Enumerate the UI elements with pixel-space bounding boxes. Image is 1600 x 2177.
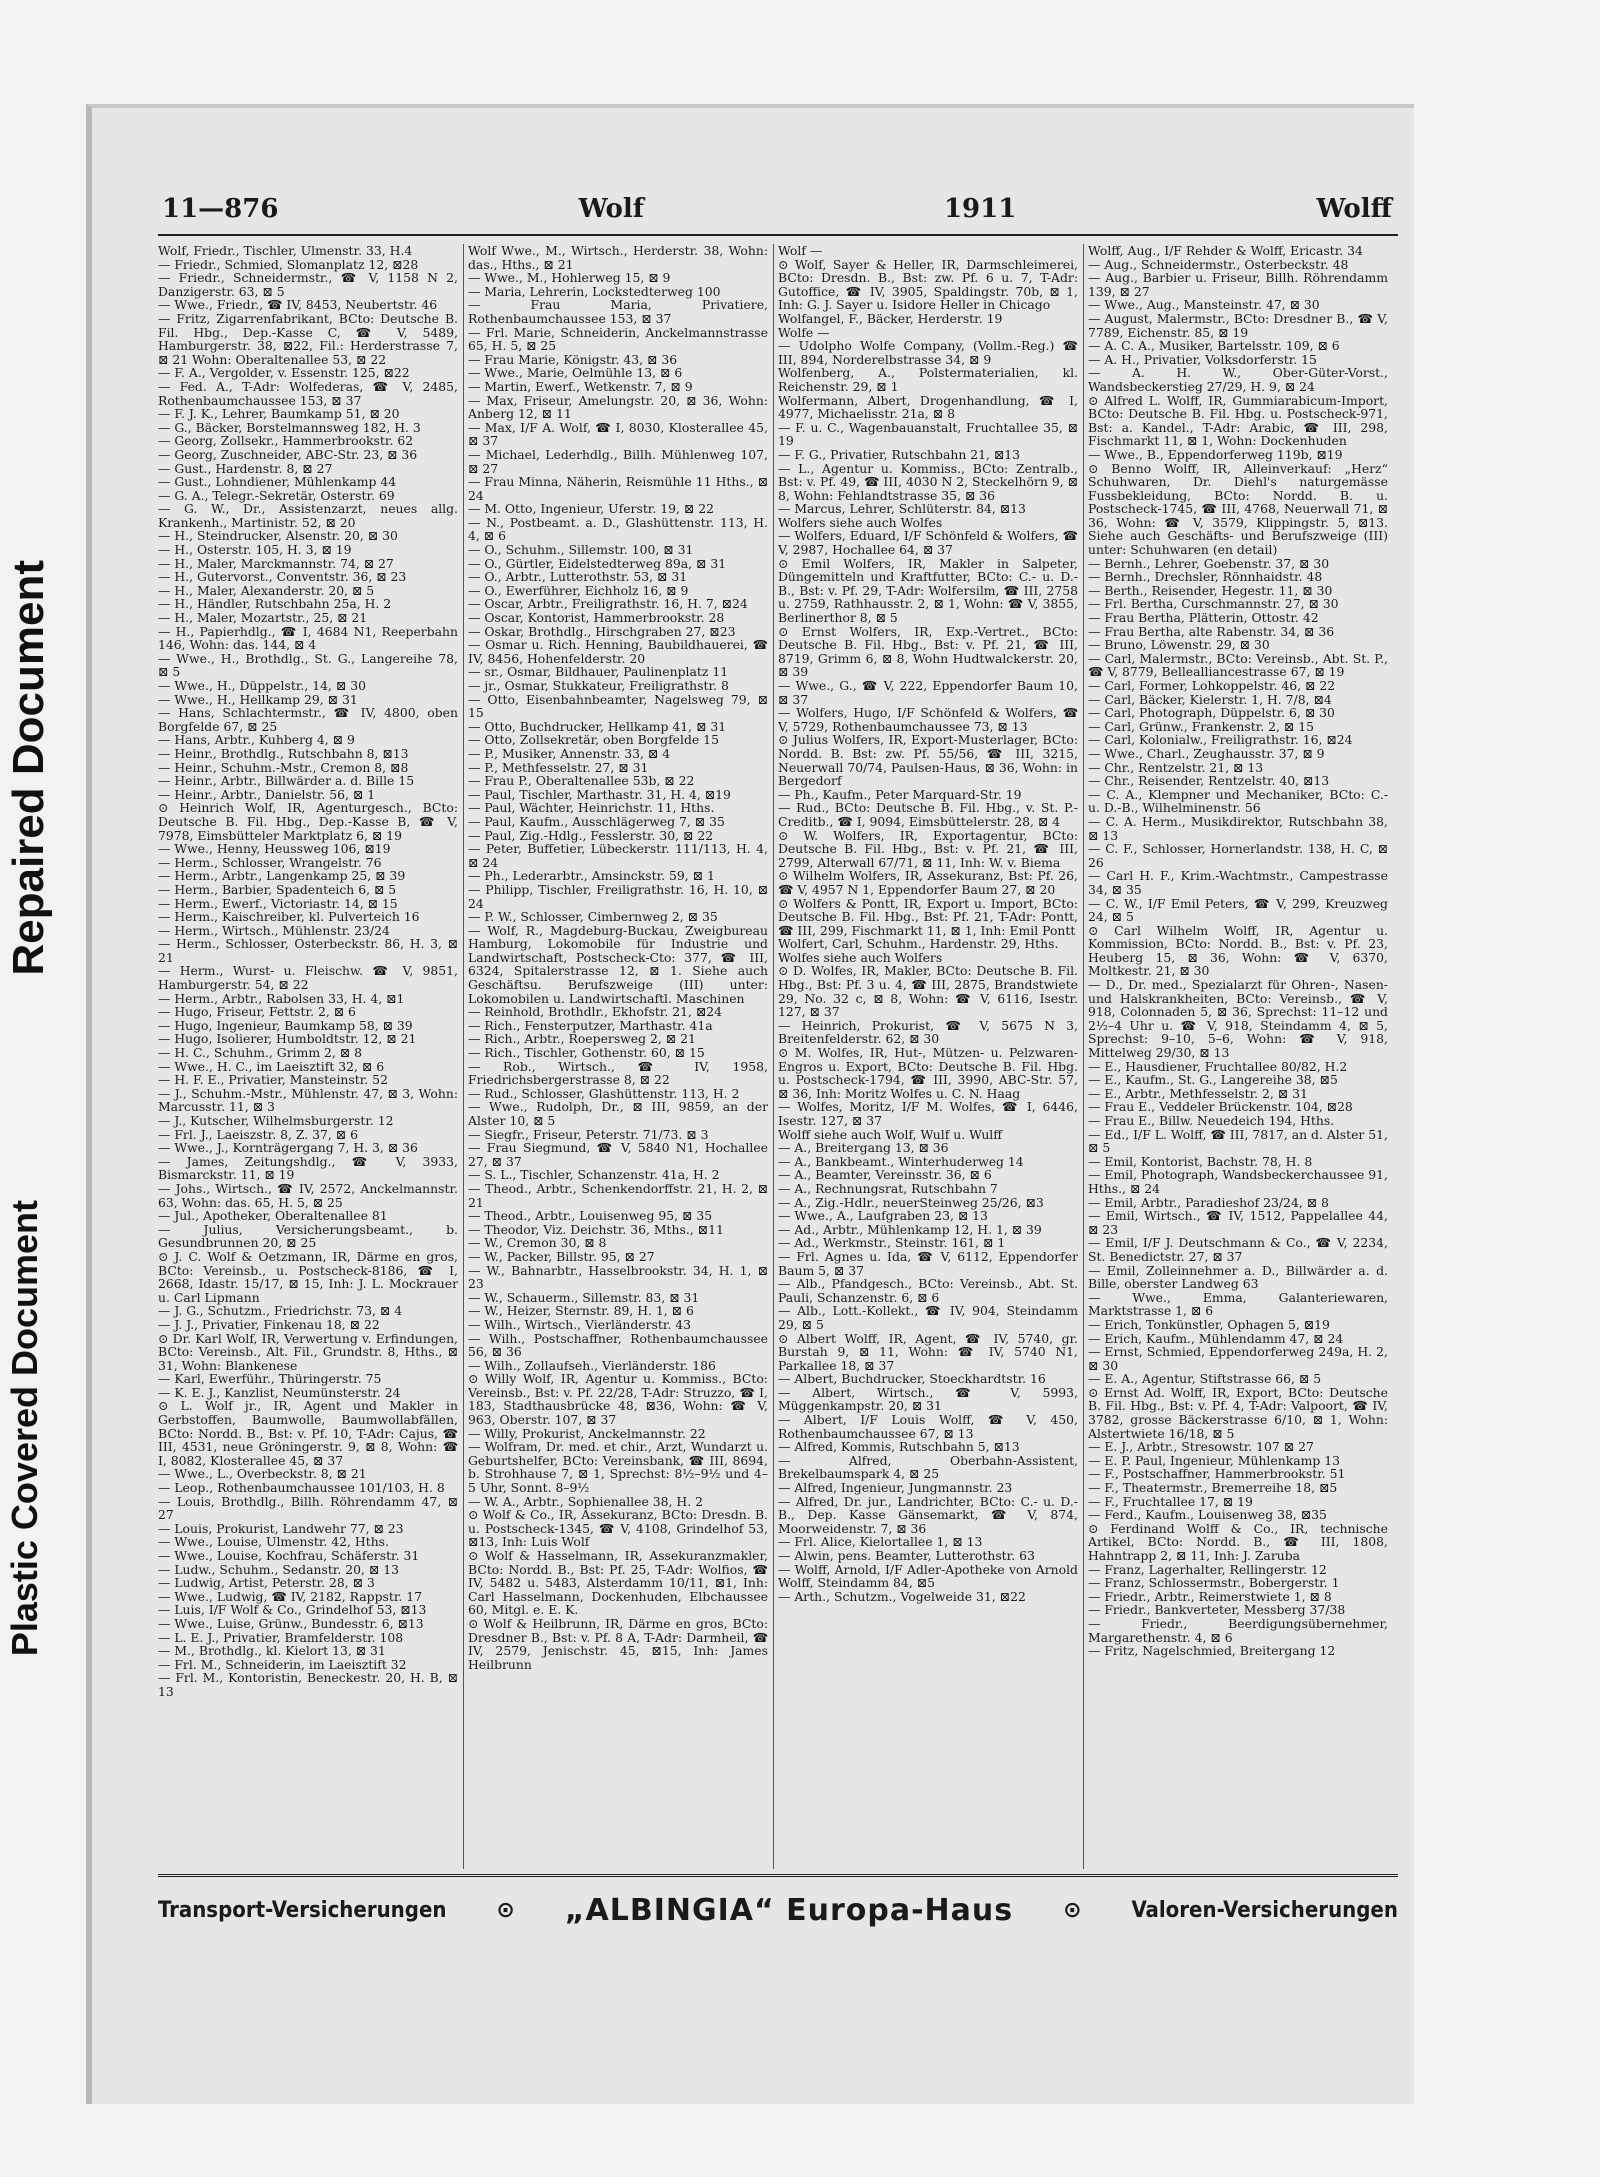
directory-entry: — Emil, Kontorist, Bachstr. 78, H. 8 xyxy=(1088,1153,1313,1169)
directory-entry: — Wwe., H., Düppelstr., 14, ⊠ 30 xyxy=(158,678,366,693)
directory-entry: — Wwe., Louise, Ulmenstr. 42, Hths. xyxy=(158,1534,389,1550)
directory-entry: — L., Agentur u. Kommiss., BCto: Zentralb., Bst: v. Pf. 49, ☎ III, 4030 N 2, Steckelhörn 9, ⊠ 8, Wohn: Fehlandtstrasse 35, ⊠ 36 xyxy=(778,460,1078,503)
directory-entry: — E., Kaufm., St. G., Langereihe 38, ⊠5 xyxy=(1088,1072,1338,1088)
directory-entry: — Theod., Arbtr., Louisenweg 95, ⊠ 35 xyxy=(468,1208,713,1224)
directory-entry: — N., Postbeamt. a. D., Glashüttenstr. 113, H. 4, ⊠ 6 xyxy=(468,514,768,544)
directory-entry: — F., Theatermstr., Bremerreihe 18, ⊠5 xyxy=(1088,1480,1338,1496)
directory-entry: — Arth., Schutzm., Vogelweide 31, ⊠22 xyxy=(778,1588,1026,1604)
directory-entry: — Friedr., Schmied, Slomanplatz 12, ⊠28 xyxy=(158,256,419,272)
footer-separator-icon: ⊙ xyxy=(1063,1897,1082,1923)
directory-entry: — O., Arbtr., Lutterothstr. 53, ⊠ 31 xyxy=(468,569,688,585)
directory-entry: — Frau Maria, Privatiere, Rothenbaumchaussee 153, ⊠ 37 xyxy=(468,297,768,326)
directory-entry: — M., Brothdlg., kl. Kielort 13, ⊠ 31 xyxy=(158,1643,386,1659)
directory-entry: — A. C. A., Musiker, Bartelsstr. 109, ⊠ 6 xyxy=(1088,338,1340,354)
directory-entry: ⊙ Alfred L. Wolff, IR, Gummiarabicum-Import, BCto: Deutsche B. Fil. Hbg. u. Postscheck-971, Bst: a. Kandel., T-Adr: Arabic, ☎ III, 298, Fischmarkt 11, ⊠ 1, Wohn: Dockenhuden xyxy=(1088,392,1388,449)
directory-entry: — J. J., Privatier, Finkenau 18, ⊠ 22 xyxy=(158,1316,380,1332)
directory-entry: — Friedr., Bankverteter, Messberg 37/38 xyxy=(1088,1602,1346,1618)
directory-entry: — Herm., Ewerf., Victoriastr. 14, ⊠ 15 xyxy=(158,895,398,911)
directory-entry: — Hugo, Friseur, Fettstr. 2, ⊠ 6 xyxy=(158,1004,356,1020)
directory-entry: — Frau Bertha, alte Rabenstr. 34, ⊠ 36 xyxy=(1088,623,1335,639)
directory-entry: — Frau Siegmund, ☎ V, 5840 N1, Hochallee 27, ⊠ 37 xyxy=(468,1140,768,1169)
directory-entry: — Wwe., H., Hellkamp 29, ⊠ 31 xyxy=(158,691,358,707)
directory-entry: — Rob., Wirtsch., ☎ IV, 1958, Friedrichsbergerstrasse 8, ⊠ 22 xyxy=(468,1058,768,1088)
directory-entry: — Bernh., Lehrer, Goebenstr. 37, ⊠ 30 xyxy=(1088,555,1330,571)
directory-entry: — Alfred, Dr. jur., Landrichter, BCto: C.- u. D.-B., Dep. Kasse Gänsemarkt, ☎ V, 874, Moorweidenstr. 7, ⊠ 36 xyxy=(778,1493,1078,1536)
directory-entry: — O., Gürtler, Eidelstedterweg 89a, ⊠ 31 xyxy=(468,555,727,571)
directory-entry: ⊙ J. C. Wolf & Oetzmann, IR, Därme en gros, BCto: Vereinsb., u. Postscheck-8186, ☎ I, 2668, Idastr. 15/17, ⊠ 15, Inh: J. L. Mockrauer u. Carl Lipmann xyxy=(158,1248,458,1305)
directory-entry: — Erich, Tonkünstler, Ophagen 5, ⊠19 xyxy=(1088,1316,1330,1332)
directory-entry: — Ph., Kaufm., Peter Marquard-Str. 19 xyxy=(778,786,1022,802)
directory-entry: — Wwe., Aug., Mansteinstr. 47, ⊠ 30 xyxy=(1088,297,1320,313)
directory-entry: — J. G., Schutzm., Friedrichstr. 73, ⊠ 4 xyxy=(158,1303,403,1319)
directory-entry: — Frau Bertha, Plätterin, Ottostr. 42 xyxy=(1088,610,1319,626)
directory-entry: — Ad., Arbtr., Mühlenkamp 12, H. 1, ⊠ 39 xyxy=(778,1221,1042,1237)
directory-entry: — Wwe., Emma, Galanteriewaren, Marktstrasse 1, ⊠ 6 xyxy=(1088,1289,1388,1319)
directory-column-2 xyxy=(468,244,768,1864)
directory-entry: — Frl. M., Schneiderin, im Laeisztift 32 xyxy=(158,1656,407,1672)
directory-entry: — Max, Friseur, Amelungstr. 20, ⊠ 36, Wohn: Anberg 12, ⊠ 11 xyxy=(468,392,768,422)
directory-page xyxy=(86,104,1414,2104)
directory-entry: ⊙ Willy Wolf, IR, Agentur u. Kommiss., BCto: Vereinsb., Bst: v. Pf. 22/28, T-Adr: Struzzo, ☎ I, 183, Stadthausbrücke 48, ⊠36, Wohn: ☎ V, 963, Oberstr. 107, ⊠ 37 xyxy=(468,1371,768,1428)
directory-entry: — Carl, Kolonialw., Freiligrathstr. 16, ⊠24 xyxy=(1088,732,1353,748)
directory-entry: — Wwe., Henny, Heussweg 106, ⊠19 xyxy=(158,841,391,857)
directory-entry: — Carl, Bäcker, Kielerstr. 1, H. 7/8, ⊠4 xyxy=(1088,691,1332,707)
directory-entry: — Reinhold, Brothdlr., Ekhofstr. 21, ⊠24 xyxy=(468,1004,723,1020)
directory-entry: — Wwe., B., Eppendorferweg 119b, ⊠19 xyxy=(1088,446,1343,462)
directory-entry: — C. A. Herm., Musikdirektor, Rutschbahn 38, ⊠ 13 xyxy=(1088,813,1388,843)
directory-entry: — H., Papierhdlg., ☎ I, 4684 N1, Reeperbahn 146, Wohn: das. 144, ⊠ 4 xyxy=(158,623,458,653)
directory-entry: — Hans, Arbtr., Kuhberg 4, ⊠ 9 xyxy=(158,732,355,748)
directory-entry: — Jul., Apotheker, Oberaltenallee 81 xyxy=(158,1208,388,1224)
advertisement-footer xyxy=(158,1888,1398,1932)
directory-entry: — H., Gutervorst., Conventstr. 36, ⊠ 23 xyxy=(158,569,407,585)
directory-entry: — Wwe., H., Brothdlg., St. G., Langereihe 78, ⊠ 5 xyxy=(158,650,458,680)
header-right-keyword: Wolff xyxy=(1316,194,1392,224)
footer-center-text: „ALBINGIA“ Europa-Haus xyxy=(564,1892,1014,1928)
directory-entry: Wolff siehe auch Wolf, Wulf u. Wulff xyxy=(778,1126,1003,1142)
directory-entry: ⊙ Wolf & Heilbrunn, IR, Därme en gros, BCto: Dresdner B., Bst: v. Pf. 8 A, T-Adr: Darmheil, ☎ IV, 2579, Jenischstr. 45, ⊠15, Inh: James Heilbrunn xyxy=(468,1615,768,1672)
page-header xyxy=(162,194,1392,230)
directory-entry: — Rich., Fensterputzer, Marthastr. 41a xyxy=(468,1017,713,1033)
directory-entry: — Wwe., G., ☎ V, 222, Eppendorfer Baum 10, ⊠ 37 xyxy=(778,678,1078,707)
directory-entry: — Bruno, Löwenstr. 29, ⊠ 30 xyxy=(1088,637,1270,653)
directory-entry: — Frau Marie, Königstr. 43, ⊠ 36 xyxy=(468,351,678,367)
directory-entry: — Paul, Tischler, Marthastr. 31, H. 4, ⊠19 xyxy=(468,786,731,802)
directory-entry: — Louis, Brothdlg., Billh. Röhrendamm 47, ⊠ 27 xyxy=(158,1493,458,1523)
directory-entry: — Siegfr., Friseur, Peterstr. 71/73. ⊠ 3 xyxy=(468,1126,709,1142)
directory-entry: — Wwe., J., Kornträgergang 7, H. 3, ⊠ 36 xyxy=(158,1140,418,1156)
directory-entry: — Frl. Bertha, Curschmannstr. 27, ⊠ 30 xyxy=(1088,596,1339,612)
footer-left-text: Transport-Versicherungen xyxy=(158,1897,447,1923)
directory-entry: — Rich., Arbtr., Roepersweg 2, ⊠ 21 xyxy=(468,1031,696,1047)
directory-entry: — Maria, Lehrerin, Lockstedterweg 100 xyxy=(468,283,721,299)
directory-entry: — G., Bäcker, Borstelmannsweg 182, H. 3 xyxy=(158,419,421,435)
directory-entry: ⊙ Ferdinand Wolff & Co., IR, technische Artikel, BCto: Nordd. B., ☎ III, 1808, Hahntrapp 2, ⊠ 11, Inh: J. Zaruba xyxy=(1088,1520,1388,1563)
directory-entry: — Alfred, Kommis, Rutschbahn 5, ⊠13 xyxy=(778,1439,1020,1455)
directory-entry: — Carl, Photograph, Düppelstr. 6, ⊠ 30 xyxy=(1088,705,1335,721)
directory-entry: — C. A., Klempner und Mechaniker, BCto: C.- u. D.-B., Wilhelminenstr. 56 xyxy=(1088,786,1388,816)
directory-entry: ⊙ Julius Wolfers, IR, Export-Musterlager, BCto: Nordd. B. Bst: zw. Pf. 55/56, ☎ III, 3215, Neuerwall 70/74, Paulsen-Haus, ⊠ 36, Wohn: in Bergedorf xyxy=(778,732,1078,789)
directory-entry: — Louis, Prokurist, Landwehr 77, ⊠ 23 xyxy=(158,1520,404,1536)
directory-entry: Wolfermann, Albert, Drogenhandlung, ☎ I, 4977, Michaelisstr. 21a, ⊠ 8 xyxy=(778,392,1078,422)
directory-entry: — M. Otto, Ingenieur, Uferstr. 19, ⊠ 22 xyxy=(468,501,714,517)
directory-entry: — Chr., Reisender, Rentzelstr. 40, ⊠13 xyxy=(1088,773,1330,789)
directory-entry: — Wwe., Friedr., ☎ IV, 8453, Neubertstr. 46 xyxy=(158,297,438,313)
column-divider xyxy=(773,244,774,1869)
directory-entry: — W., Bahnarbtr., Hasselbrookstr. 34, H. 1, ⊠ 23 xyxy=(468,1262,768,1292)
directory-entry: ⊙ Wolf, Sayer & Heller, IR, Darmschleimerei, BCto: Dresdn. B., Bst: zw. Pf. 6 u. 7, T-Adr: Gutoffice, ☎ IV, 3905, Spaldingstr. 70b, ⊠ 1, Inh: G. J. Sayer u. Isidore Heller in Chicago xyxy=(778,256,1078,313)
directory-entry: — Chr., Rentzelstr. 21, ⊠ 13 xyxy=(1088,759,1264,775)
directory-entry: — Ludwig, Artist, Peterstr. 28, ⊠ 3 xyxy=(158,1575,375,1591)
directory-entry: — August, Malermstr., BCto: Dresdner B., ☎ V, 7789, Eichenstr. 85, ⊠ 19 xyxy=(1088,310,1388,340)
directory-entry: — Herm., Schlosser, Osterbeckstr. 86, H. 3, ⊠ 21 xyxy=(158,936,458,965)
directory-entry: — Wolfers, Hugo, I/F Schönfeld & Wolfers, ☎ V, 5729, Rothenbaumchaussee 73, ⊠ 13 xyxy=(778,705,1078,734)
directory-entry: — Friedr., Beerdigungsübernehmer, Margarethenstr. 4, ⊠ 6 xyxy=(1088,1615,1388,1645)
directory-entry: — Wwe., Marie, Oelmühle 13, ⊠ 6 xyxy=(468,365,683,381)
directory-entry: ⊙ Albert Wolff, IR, Agent, ☎ IV, 5740, gr. Burstah 9, ⊠ 11, Wohn: ☎ IV, 5740 N1, Parkallee 18, ⊠ 37 xyxy=(778,1330,1078,1373)
directory-entry: — A., Bankbeamt., Winterhuderweg 14 xyxy=(778,1153,1024,1169)
directory-entry: ⊙ M. Wolfes, IR, Hut-, Mützen- u. Pelzwaren-Engros u. Export, BCto: Deutsche B. Fil. Hbg. u. Postscheck-1794, ☎ III, 3990, ABC-Str. 57, ⊠ 36, Inh: Moritz Wolfes u. C. N. Haag xyxy=(778,1045,1078,1101)
directory-entry: — sr., Osmar, Bildhauer, Paulinenplatz 11 xyxy=(468,664,729,680)
directory-entry: ⊙ Ernst Wolfers, IR, Exp.-Vertret., BCto: Deutsche B. Fil. Hbg., Bst: v. Pf. 21, ☎ III, 8719, Grimm 6, ⊠ 8, Wohn Hudtwalckerstr. 20, ⊠ 39 xyxy=(778,623,1078,680)
directory-entry: — W. A., Arbtr., Sophienallee 38, H. 2 xyxy=(468,1493,703,1509)
directory-entry: — Wilh., Zollaufseh., Vierländerstr. 186 xyxy=(468,1357,716,1373)
directory-entry: — Ed., I/F L. Wolff, ☎ III, 7817, an d. Alster 51, ⊠ 5 xyxy=(1088,1126,1388,1156)
directory-entry: — Wolfes, Moritz, I/F M. Wolfes, ☎ I, 6446, Isestr. 127, ⊠ 37 xyxy=(778,1099,1078,1128)
directory-entry: — Alfred, Ingenieur, Jungmannstr. 23 xyxy=(778,1480,1013,1496)
directory-entry: — Ferd., Kaufm., Louisenweg 38, ⊠35 xyxy=(1088,1507,1327,1523)
directory-entry: — Ph., Lederarbtr., Amsinckstr. 59, ⊠ 1 xyxy=(468,868,715,884)
directory-entry: Wolfe — xyxy=(778,324,830,340)
directory-entry: — H. C., Schuhm., Grimm 2, ⊠ 8 xyxy=(158,1045,362,1061)
directory-entry: — Martin, Ewerf., Wetkenstr. 7, ⊠ 9 xyxy=(468,378,693,394)
directory-entry: — Fed. A., T-Adr: Wolfederas, ☎ V, 2485, Rothenbaumchaussee 153, ⊠ 37 xyxy=(158,378,458,408)
directory-entry: — Carl H. F., Krim.-Wachtmstr., Campestrasse 34, ⊠ 35 xyxy=(1088,868,1388,897)
directory-entry: — Alb., Lott.-Kollekt., ☎ IV, 904, Steindamm 29, ⊠ 5 xyxy=(778,1303,1078,1332)
directory-entry: — W., Packer, Billstr. 95, ⊠ 27 xyxy=(468,1248,655,1264)
directory-entry: — G. W., Dr., Assistenzarzt, neues allg. Krankenh., Martinistr. 52, ⊠ 20 xyxy=(158,501,458,530)
directory-entry: — Michael, Lederhdlg., Billh. Mühlenweg 107, ⊠ 27 xyxy=(468,446,768,476)
directory-entry: — F. u. C., Wagenbauanstalt, Fruchtallee 35, ⊠ 19 xyxy=(778,419,1078,449)
directory-entry: — Herm., Kaischreiber, kl. Pulverteich 16 xyxy=(158,909,420,925)
directory-entry: — P., Methfesselstr. 27, ⊠ 31 xyxy=(468,759,649,775)
directory-entry: — Ad., Werkmstr., Steinstr. 161, ⊠ 1 xyxy=(778,1235,1006,1251)
directory-entry: — E., Arbtr., Methfesselstr. 2, ⊠ 31 xyxy=(1088,1085,1308,1101)
directory-entry: — Wolfram, Dr. med. et chir., Arzt, Wundarzt u. Geburtshelfer, BCto: Vereinsbank, ☎ III, 8694, b. Strohhause 7, ⊠ 1, Sprechst: 8½–9½ und 4–5 Uhr, Sonnt. 8–9½ xyxy=(468,1439,768,1496)
directory-column-4 xyxy=(1088,244,1388,1864)
directory-entry: — Herm., Arbtr., Langenkamp 25, ⊠ 39 xyxy=(158,868,406,884)
directory-entry: Wolfes siehe auch Wolfers xyxy=(778,949,943,965)
directory-entry: — Heinrich, Prokurist, ☎ V, 5675 N 3, Breitenfelderstr. 62, ⊠ 30 xyxy=(778,1017,1078,1047)
directory-entry: — Georg, Zuschneider, ABC-Str. 23, ⊠ 36 xyxy=(158,446,418,462)
directory-entry: — Wolf, R., Magdeburg-Buckau, Zweigbureau Hamburg, Lokomobile für Industrie und Landwirtschaft, Postscheck-Cto: 377, ☎ III, 6324, Spitalerstrasse 12, ⊠ 1. Siehe auch Geschäftsu. Berufszweige (III) unter: Lokomobilen u. Landwirtschaftl. Maschinen xyxy=(468,922,768,1006)
directory-entry: — Wilh., Postschaffner, Rothenbaumchaussee 56, ⊠ 36 xyxy=(468,1330,768,1360)
directory-entry: — Wwe., H. C., im Laeisztift 32, ⊠ 6 xyxy=(158,1058,385,1074)
directory-entry: — Rud., Schlosser, Glashüttenstr. 113, H. 2 xyxy=(468,1085,740,1101)
directory-entry: — Wilh., Wirtsch., Vierländerstr. 43 xyxy=(468,1316,692,1332)
directory-entry: — E. P. Paul, Ingenieur, Mühlenkamp 13 xyxy=(1088,1452,1340,1468)
directory-entry: — D., Dr. med., Spezialarzt für Ohren-, Nasen- und Halskrankheiten, BCto: Vereinsb., ☎ V, 918, Colonnaden 5, ⊠ 36, Sprechst: 11–12 und 2½–4 Uhr u. ☎ V, 918, Steindamm 4, ⊠ 5, Sprechst: 9–10, 5–6, Wohn: ☎ V, 918, Mittelweg 29/30, ⊠ 13 xyxy=(1088,977,1388,1061)
directory-entry: — J., Kutscher, Wilhelmsburgerstr. 12 xyxy=(158,1113,394,1128)
directory-entry: — Hugo, Ingenieur, Baumkamp 58, ⊠ 39 xyxy=(158,1017,413,1033)
directory-entry: — L. E. J., Privatier, Bramfelderstr. 108 xyxy=(158,1629,404,1645)
directory-entry: — Bernh., Drechsler, Rönnhaidstr. 48 xyxy=(1088,569,1323,585)
directory-entry: — Frl. Marie, Schneiderin, Anckelmannstrasse 65, H. 5, ⊠ 25 xyxy=(468,324,768,354)
directory-entry: — Franz, Lagerhalter, Rellingerstr. 12 xyxy=(1088,1561,1327,1577)
header-year: 1911 xyxy=(943,194,1017,224)
directory-entry: ⊙ Wilhelm Wolfers, IR, Assekuranz, Bst: Pf. 26, ☎ V, 4957 N 1, Eppendorfer Baum 27, ⊠ 20 xyxy=(778,868,1078,897)
directory-entry: ⊙ Heinrich Wolf, IR, Agenturgesch., BCto: Deutsche B. Fil. Hbg., Dep.-Kasse B, ☎ V, 7978, Eimsbütteler Marktplatz 6, ⊠ 19 xyxy=(158,800,458,843)
directory-entry: — Oscar, Kontorist, Hammerbrookstr. 28 xyxy=(468,610,725,626)
directory-entry: ⊙ Emil Wolfers, IR, Makler in Salpeter, Düngemitteln und Kraftfutter, BCto: C.- u. D.-B., Bst: v. Pf. 29, T-Adr: Wolfersilm, ☎ III, 2758 u. 2759, Rathhausstr. 2, ⊠ 1, Wohn: ☎ V, 3855, Berlinerthor 8, ⊠ 5 xyxy=(778,555,1078,626)
directory-entry: — Johs., Wirtsch., ☎ IV, 2572, Anckelmannstr. 63, Wohn: das. 65, H. 5, ⊠ 25 xyxy=(158,1180,458,1210)
directory-entry: — Philipp, Tischler, Freiligrathstr. 16, H. 10, ⊠ 24 xyxy=(468,881,768,911)
directory-entry: — C. W., I/F Emil Peters, ☎ V, 299, Kreuzweg 24, ⊠ 5 xyxy=(1088,895,1388,925)
directory-entry: — Udolpho Wolfe Company, (Vollm.-Reg.) ☎ III, 894, Norderelbstrasse 34, ⊠ 9 xyxy=(778,338,1078,367)
directory-entry: — O., Ewerführer, Eichholz 16, ⊠ 9 xyxy=(468,582,689,598)
directory-entry: — Paul, Zig.-Hdlg., Fesslerstr. 30, ⊠ 22 xyxy=(468,827,714,843)
side-label-repaired: Repaired Document xyxy=(4,560,53,976)
directory-entry: — Herm., Arbtr., Rabolsen 33, H. 4, ⊠1 xyxy=(158,990,405,1006)
directory-entry: — Aug., Barbier u. Friseur, Billh. Röhrendamm 139, ⊠ 27 xyxy=(1088,270,1388,299)
directory-entry: — Wwe., M., Hohlerweg 15, ⊠ 9 xyxy=(468,270,671,286)
directory-entry: — O., Schuhm., Sillemstr. 100, ⊠ 31 xyxy=(468,542,694,558)
directory-entry: ⊙ Wolf & Hasselmann, IR, Assekuranzmakler, BCto: Nordd. B., Bst: Pf. 25, T-Adr: Wolfios, ☎ IV, 5482 u. 5483, Alsterdamm 10/11, ⊠1, Inh: Carl Hasselmann, Dockenhuden, Elbchaussee 60, Mitgl. e. E. K. xyxy=(468,1548,768,1618)
directory-entry: — Georg, Zollsekr., Hammerbrookstr. 62 xyxy=(158,433,414,449)
directory-entry: — Peter, Buffetier, Lübeckerstr. 111/113, H. 4, ⊠ 24 xyxy=(468,841,768,870)
directory-entry: — P., Musiker, Annenstr. 33, ⊠ 4 xyxy=(468,745,671,761)
directory-entry: — jr., Osmar, Stukkateur, Freiligrathstr. 8 xyxy=(468,678,729,693)
directory-entry: — Alb., Pfandgesch., BCto: Vereinsb., Abt. St. Pauli, Schanzenstr. 6, ⊠ 6 xyxy=(778,1276,1078,1305)
directory-entry: — H., Steindrucker, Alsenstr. 20, ⊠ 30 xyxy=(158,528,398,544)
directory-entry: — F., Fruchtallee 17, ⊠ 19 xyxy=(1088,1493,1253,1509)
directory-entry: — Franz, Schlossermstr., Bobergerstr. 1 xyxy=(1088,1575,1340,1591)
directory-entry: — Fritz, Nagelschmied, Breitergang 12 xyxy=(1088,1643,1336,1659)
directory-entry: Wolf Wwe., M., Wirtsch., Herderstr. 38, Wohn: das., Hths., ⊠ 21 xyxy=(468,244,768,272)
directory-entry: — Osmar u. Rich. Henning, Baubildhauerei, ☎ IV, 8456, Hohenfelderstr. 20 xyxy=(468,637,768,666)
directory-entry: — Emil, Zolleinnehmer a. D., Billwärder a. d. Bille, oberster Landweg 63 xyxy=(1088,1262,1388,1292)
directory-entry: — Wwe., A., Laufgraben 23, ⊠ 13 xyxy=(778,1208,988,1224)
directory-entry: — F. A., Vergolder, v. Essenstr. 125, ⊠22 xyxy=(158,365,410,381)
directory-entry: — Hugo, Isolierer, Humboldtstr. 12, ⊠ 21 xyxy=(158,1031,417,1047)
directory-entry: — Theod., Arbtr., Schenkendorffstr. 21, H. 2, ⊠ 21 xyxy=(468,1180,768,1210)
directory-entry: — Frl. Agnes u. Ida, ☎ V, 6112, Eppendorfer Baum 5, ⊠ 37 xyxy=(778,1248,1078,1278)
directory-entry: — W., Cremon 30, ⊠ 8 xyxy=(468,1235,607,1251)
directory-entry: — Gust., Lohndiener, Mühlenkamp 44 xyxy=(158,474,397,490)
directory-entry: — Julius, Versicherungsbeamt., b. Gesundbrunnen 20, ⊠ 25 xyxy=(158,1221,458,1251)
directory-entry: — Otto, Zollsekretär, oben Borgfelde 15 xyxy=(468,732,719,748)
directory-entry: — Max, I/F A. Wolf, ☎ I, 8030, Klosterallee 45, ⊠ 37 xyxy=(468,419,768,449)
directory-entry: — Luis, I/F Wolf & Co., Grindelhof 53, ⊠13 xyxy=(158,1602,427,1618)
column-divider xyxy=(463,244,464,1869)
directory-entry: — Gust., Hardenstr. 8, ⊠ 27 xyxy=(158,460,333,476)
directory-entry: — Berth., Reisender, Hegestr. 11, ⊠ 30 xyxy=(1088,582,1333,598)
directory-entry: — Herm., Wirtsch., Mühlenstr. 23/24 xyxy=(158,922,390,938)
directory-entry: — Hans, Schlachtermstr., ☎ IV, 4800, oben Borgfelde 67, ⊠ 25 xyxy=(158,705,458,734)
directory-entry: — Oskar, Brothdlg., Hirschgraben 27, ⊠23 xyxy=(468,623,736,639)
directory-entry: — H., Maler, Alexanderstr. 20, ⊠ 5 xyxy=(158,582,375,598)
directory-entry: — Wolff, Arnold, I/F Adler-Apotheke von Arnold Wolff, Steindamm 84, ⊠5 xyxy=(778,1561,1078,1591)
directory-entry: — Emil, Arbtr., Paradieshof 23/24, ⊠ 8 xyxy=(1088,1194,1329,1210)
directory-entry: — Theodor, Viz. Deichstr. 36, Mths., ⊠11 xyxy=(468,1221,724,1237)
directory-entry: — Emil, Wirtsch., ☎ IV, 1512, Pappelallee 44, ⊠ 23 xyxy=(1088,1208,1388,1237)
directory-entry: — E., Hausdiener, Fruchtallee 80/82, H.2 xyxy=(1088,1058,1348,1074)
directory-entry: — Otto, Buchdrucker, Hellkamp 41, ⊠ 31 xyxy=(468,718,727,734)
directory-entry: — Wwe., Louise, Kochfrau, Schäferstr. 31 xyxy=(158,1548,420,1563)
directory-entry: — Friedr., Arbtr., Reimerstwiete 1, ⊠ 8 xyxy=(1088,1588,1332,1604)
directory-entry: ⊙ Wolfers & Pontt, IR, Export u. Import, BCto: Deutsche B. Fil. Hbg., Bst: Pf. 21, T-Adr: Pontt, ☎ III, 299, Fischmarkt 11, ⊠ 1, Inh: Emil Pontt xyxy=(778,895,1078,938)
directory-entry: — F. J. K., Lehrer, Baumkamp 51, ⊠ 20 xyxy=(158,406,400,422)
directory-entry: — Marcus, Lehrer, Schlüterstr. 84, ⊠13 xyxy=(778,501,1026,517)
directory-entry: — Albert, Buchdrucker, Stoeckhardtstr. 16 xyxy=(778,1371,1046,1387)
directory-entry: — Carl, Former, Lohkoppelstr. 46, ⊠ 22 xyxy=(1088,678,1336,693)
directory-entry: — Willy, Prokurist, Anckelmannstr. 22 xyxy=(468,1425,706,1441)
directory-entry: — A., Breitergang 13, ⊠ 36 xyxy=(778,1140,949,1156)
directory-entry: — P. W., Schlosser, Cimbernweg 2, ⊠ 35 xyxy=(468,909,718,925)
directory-entry: — Emil, I/F J. Deutschmann & Co., ☎ V, 2234, St. Benedictstr. 27, ⊠ 37 xyxy=(1088,1235,1388,1264)
directory-entry: — J., Schuhm.-Mstr., Mühlenstr. 47, ⊠ 3, Wohn: Marcusstr. 11, ⊠ 3 xyxy=(158,1085,458,1115)
directory-entry: — Herm., Schlosser, Wrangelstr. 76 xyxy=(158,854,382,870)
directory-entry: — Frl. M., Kontoristin, Beneckestr. 20, H. B, ⊠ 13 xyxy=(158,1670,458,1699)
directory-entry: — Carl, Grünw., Frankenstr. 2, ⊠ 15 xyxy=(1088,718,1315,734)
directory-entry: — Carl, Malermstr., BCto: Vereinsb., Abt. St. P., ☎ V, 8779, Bellealliancestrasse 67, ⊠ 19 xyxy=(1088,650,1388,680)
directory-entry: — Alwin, pens. Beamter, Lutterothstr. 63 xyxy=(778,1548,1035,1563)
directory-entry: — Frau E., Veddeler Brückenstr. 104, ⊠28 xyxy=(1088,1099,1353,1115)
directory-entry: — Paul, Kaufm., Ausschlägerweg 7, ⊠ 35 xyxy=(468,813,725,829)
directory-entry: — A., Beamter, Vereinsstr. 36, ⊠ 6 xyxy=(778,1167,992,1183)
directory-entry: — Erich, Kaufm., Mühlendamm 47, ⊠ 24 xyxy=(1088,1330,1344,1346)
directory-entry: — H., Händler, Rutschbahn 25a, H. 2 xyxy=(158,596,392,612)
directory-entry: — Albert, I/F Louis Wolff, ☎ V, 450, Rothenbaumchaussee 67, ⊠ 13 xyxy=(778,1412,1078,1441)
directory-entry: — Alfred, Oberbahn-Assistent, Brekelbaumspark 4, ⊠ 25 xyxy=(778,1452,1078,1482)
directory-entry: — Leop., Rothenbaumchaussee 101/103, H. 8 xyxy=(158,1480,445,1496)
directory-entry: — Wwe., Rudolph, Dr., ⊠ III, 9859, an der Alster 10, ⊠ 5 xyxy=(468,1099,768,1128)
directory-entry: — Frl. J., Laeiszstr. 8, Z. 37, ⊠ 6 xyxy=(158,1126,358,1142)
directory-entry: Wolf, Friedr., Tischler, Ulmenstr. 33, H.4 xyxy=(158,244,413,258)
directory-entry: ⊙ L. Wolf jr., IR, Agent und Makler in Gerbstoffen, Baumwolle, Baumwollabfällen, BCto: Nordd. B., Bst: v. Pf. 10, T-Adr: Cajus, ☎ III, 4531, neue Gröningerstr. 9, ⊠ 8, Wohn: ☎ I, 8082, Klosterallee 45, ⊠ 37 xyxy=(158,1398,458,1468)
footer-separator-icon: ⊙ xyxy=(496,1897,515,1923)
directory-entry: — F. G., Privatier, Rutschbahn 21, ⊠13 xyxy=(778,446,1021,462)
directory-entry: — S. L., Tischler, Schanzenstr. 41a, H. 2 xyxy=(468,1167,720,1183)
directory-entry: ⊙ D. Wolfes, IR, Makler, BCto: Deutsche B. Fil. Hbg., Bst: Pf. 3 u. 4, ☎ III, 2875, Brandstwiete 29, No. 32 c, ⊠ 8, Wohn: ☎ V, 6116, Isestr. 127, ⊠ 37 xyxy=(778,963,1078,1020)
directory-entry: Wolf — xyxy=(778,244,823,258)
directory-entry: — Wwe., Ludwig, ☎ IV, 2182, Rappstr. 17 xyxy=(158,1588,423,1604)
directory-entry: — Wolfers, Eduard, I/F Schönfeld & Wolfers, ☎ V, 2987, Hochallee 64, ⊠ 37 xyxy=(778,528,1078,558)
directory-entry: — H., Osterstr. 105, H. 3, ⊠ 19 xyxy=(158,542,352,558)
directory-entry: — Frau Minna, Näherin, Reismühle 11 Hths., ⊠ 24 xyxy=(468,474,768,503)
directory-entry: — Karl, Ewerführ., Thüringerstr. 75 xyxy=(158,1371,382,1387)
directory-entry: — Emil, Photograph, Wandsbeckerchaussee 91, Hths., ⊠ 24 xyxy=(1088,1167,1388,1196)
directory-entry: — Frl. Alice, Kielortallee 1, ⊠ 13 xyxy=(778,1534,983,1550)
directory-entry: — Heinr., Arbtr., Danielstr. 56, ⊠ 1 xyxy=(158,786,376,802)
directory-entry: — Aug., Schneidermstr., Osterbeckstr. 48 xyxy=(1088,256,1349,272)
directory-entry: Wolfert, Carl, Schuhm., Hardenstr. 29, Hths. xyxy=(778,936,1059,952)
directory-entry: — A. H. W., Ober-Güter-Vorst., Wandsbeckerstieg 27/29, H. 9, ⊠ 24 xyxy=(1088,365,1388,394)
directory-entry: ⊙ Dr. Karl Wolf, IR, Verwertung v. Erfindungen, BCto: Vereinsb., Alt. Fil., Grundstr. 8, Hths., ⊠ 31, Wohn: Blankenese xyxy=(158,1330,458,1373)
footer-right-text: Valoren-Versicherungen xyxy=(1131,1897,1398,1923)
directory-entry: — Rud., BCto: Deutsche B. Fil. Hbg., v. St. P.-Creditb., ☎ I, 9094, Eimsbüttelerstr. 28, ⊠ 4 xyxy=(778,800,1078,829)
directory-entry: — Wwe., L., Overbeckstr. 8, ⊠ 21 xyxy=(158,1466,367,1482)
directory-entry: ⊙ Carl Wilhelm Wolff, IR, Agentur u. Kommission, BCto: Nordd. B., Bst: v. Pf. 23, Heuberg 15, ⊠ 36, Wohn: ☎ V, 6370, Moltkestr. 21, ⊠ 30 xyxy=(1088,922,1388,979)
directory-entry: — E. J., Arbtr., Stresowstr. 107 ⊠ 27 xyxy=(1088,1439,1314,1455)
directory-entry: — Heinr., Schuhm.-Mstr., Cremon 8, ⊠8 xyxy=(158,759,409,775)
page-number: 11—876 xyxy=(162,194,279,224)
directory-entry: — James, Zeitungshdlg., ☎ V, 3933, Bismarckstr. 11, ⊠ 19 xyxy=(158,1153,458,1183)
header-rule xyxy=(158,234,1398,236)
footer-rule xyxy=(158,1874,1398,1877)
directory-entry: — Heinr., Arbtr., Billwärder a. d. Bille 15 xyxy=(158,773,415,789)
directory-entry: — G. A., Telegr.-Sekretär, Osterstr. 69 xyxy=(158,487,395,503)
directory-entry: — Oscar, Arbtr., Freiligrathstr. 16, H. 7, ⊠24 xyxy=(468,596,748,612)
directory-entry: — Frau E., Billw. Neuedeich 194, Hths. xyxy=(1088,1113,1335,1128)
directory-entry: — K. E. J., Kanzlist, Neumünsterstr. 24 xyxy=(158,1384,401,1400)
directory-entry: — C. F., Schlosser, Hornerlandstr. 138, H. C, ⊠ 26 xyxy=(1088,841,1388,870)
directory-entry: — Rich., Tischler, Gothenstr. 60, ⊠ 15 xyxy=(468,1045,705,1061)
directory-entry: — E. A., Agentur, Stiftstrasse 66, ⊠ 5 xyxy=(1088,1371,1322,1387)
directory-entry: Wolfangel, F., Bäcker, Herderstr. 19 xyxy=(778,310,1003,326)
header-left-keyword: Wolf xyxy=(578,194,644,224)
directory-entry: — Ludw., Schuhm., Sedanstr. 20, ⊠ 13 xyxy=(158,1561,399,1577)
directory-entry: — Herm., Barbier, Spadenteich 6, ⊠ 5 xyxy=(158,881,397,897)
directory-column-3 xyxy=(778,244,1078,1864)
directory-entry: — H., Maler, Mozartstr., 25, ⊠ 21 xyxy=(158,610,368,626)
directory-entry: Wolfers siehe auch Wolfes xyxy=(778,514,943,530)
directory-column-1 xyxy=(158,244,458,1864)
directory-entry: — Wwe., Charl., Zeughausstr. 37, ⊠ 9 xyxy=(1088,745,1325,761)
directory-entry: — F., Postschaffner, Hammerbrookstr. 51 xyxy=(1088,1466,1346,1482)
side-label-plastic-covered: Plastic Covered Document xyxy=(4,1200,45,1657)
column-divider xyxy=(1083,244,1084,1869)
directory-entry: — W., Heizer, Sternstr. 89, H. 1, ⊠ 6 xyxy=(468,1303,694,1319)
directory-entry: ⊙ Benno Wolff, IR, Alleinverkauf: „Herz“ Schuhwaren, Dr. Diehl's naturgemässe Fussbekleidung, BCto: Nordd. B. u. Postscheck-1745, ☎ III, 4768, Neuerwall 71, ⊠ 36, Wohn: ☎ V, 3579, Klippingstr. 5, ⊠13. Siehe auch Geschäfts- und Berufszweige (III) unter: Schuhwaren (en detail) xyxy=(1088,460,1388,558)
directory-entry: — H. F. E., Privatier, Mansteinstr. 52 xyxy=(158,1072,388,1088)
directory-entry: — Fritz, Zigarrenfabrikant, BCto: Deutsche B. Fil. Hbg., Dep.-Kasse C, ☎ V, 5489, Hamburgerstr. 38, ⊠22, Fil.: Herderstrasse 7, ⊠ 21 Wohn: Oberaltenallee 53, ⊠ 22 xyxy=(158,310,458,367)
directory-entry: ⊙ W. Wolfers, IR, Exportagentur, BCto: Deutsche B. Fil. Hbg., Bst: v. Pf. 21, ☎ III, 2799, Alterwall 67/71, ⊠ 11, Inh: W. v. Biema xyxy=(778,827,1078,870)
directory-entry: Wolfenberg, A., Polstermaterialien, kl. Reichenstr. 29, ⊠ 1 xyxy=(778,365,1078,394)
directory-entry: — Wwe., Luise, Grünw., Bundesstr. 6, ⊠13 xyxy=(158,1615,424,1631)
directory-entry: — H., Maler, Marckmannstr. 74, ⊠ 27 xyxy=(158,555,394,571)
directory-entry: ⊙ Wolf & Co., IR, Assekuranz, BCto: Dresdn. B. u. Postscheck-1345, ☎ V, 4108, Grindelhof 53, ⊠13, Inh: Luis Wolf xyxy=(468,1507,768,1550)
directory-entry: — Otto, Eisenbahnbeamter, Nagelsweg 79, ⊠ 15 xyxy=(468,691,768,721)
directory-entry: — Albert, Wirtsch., ☎ V, 5993, Müggenkampstr. 20, ⊠ 31 xyxy=(778,1384,1078,1414)
directory-entry: Wolff, Aug., I/F Rehder & Wolff, Ericastr. 34 xyxy=(1088,244,1363,258)
directory-entry: — A., Zig.-Hdlr., neuerSteinweg 25/26, ⊠3 xyxy=(778,1194,1044,1210)
directory-entry: — Paul, Wächter, Heinrichstr. 11, Hths. xyxy=(468,800,715,816)
directory-entry: — Heinr., Brothdlg., Rutschbahn 8, ⊠13 xyxy=(158,745,409,761)
directory-entry: — Friedr., Schneidermstr., ☎ V, 1158 N 2, Danzigerstr. 63, ⊠ 5 xyxy=(158,270,458,299)
directory-entry: ⊙ Ernst Ad. Wolff, IR, Export, BCto: Deutsche B. Fil. Hbg., Bst: v. Pf. 4, T-Adr: Valpoort, ☎ IV, 3782, grosse Bäckerstrasse 6/10, ⊠ 1, Wohn: Alstertwiete 16/18, ⊠ 5 xyxy=(1088,1384,1388,1441)
directory-entry: — W., Schauerm., Sillemstr. 83, ⊠ 31 xyxy=(468,1289,700,1305)
directory-entry: — Ernst, Schmied, Eppendorferweg 249a, H. 2, ⊠ 30 xyxy=(1088,1344,1388,1373)
directory-entry: — Herm., Wurst- u. Fleischw. ☎ V, 9851, Hamburgerstr. 54, ⊠ 22 xyxy=(158,963,458,993)
directory-entry: — A., Rechnungsrat, Rutschbahn 7 xyxy=(778,1180,998,1196)
directory-entry: — A. H., Privatier, Volksdorferstr. 15 xyxy=(1088,351,1317,367)
directory-entry: — Frau P., Oberaltenallee 53b, ⊠ 22 xyxy=(468,773,695,789)
